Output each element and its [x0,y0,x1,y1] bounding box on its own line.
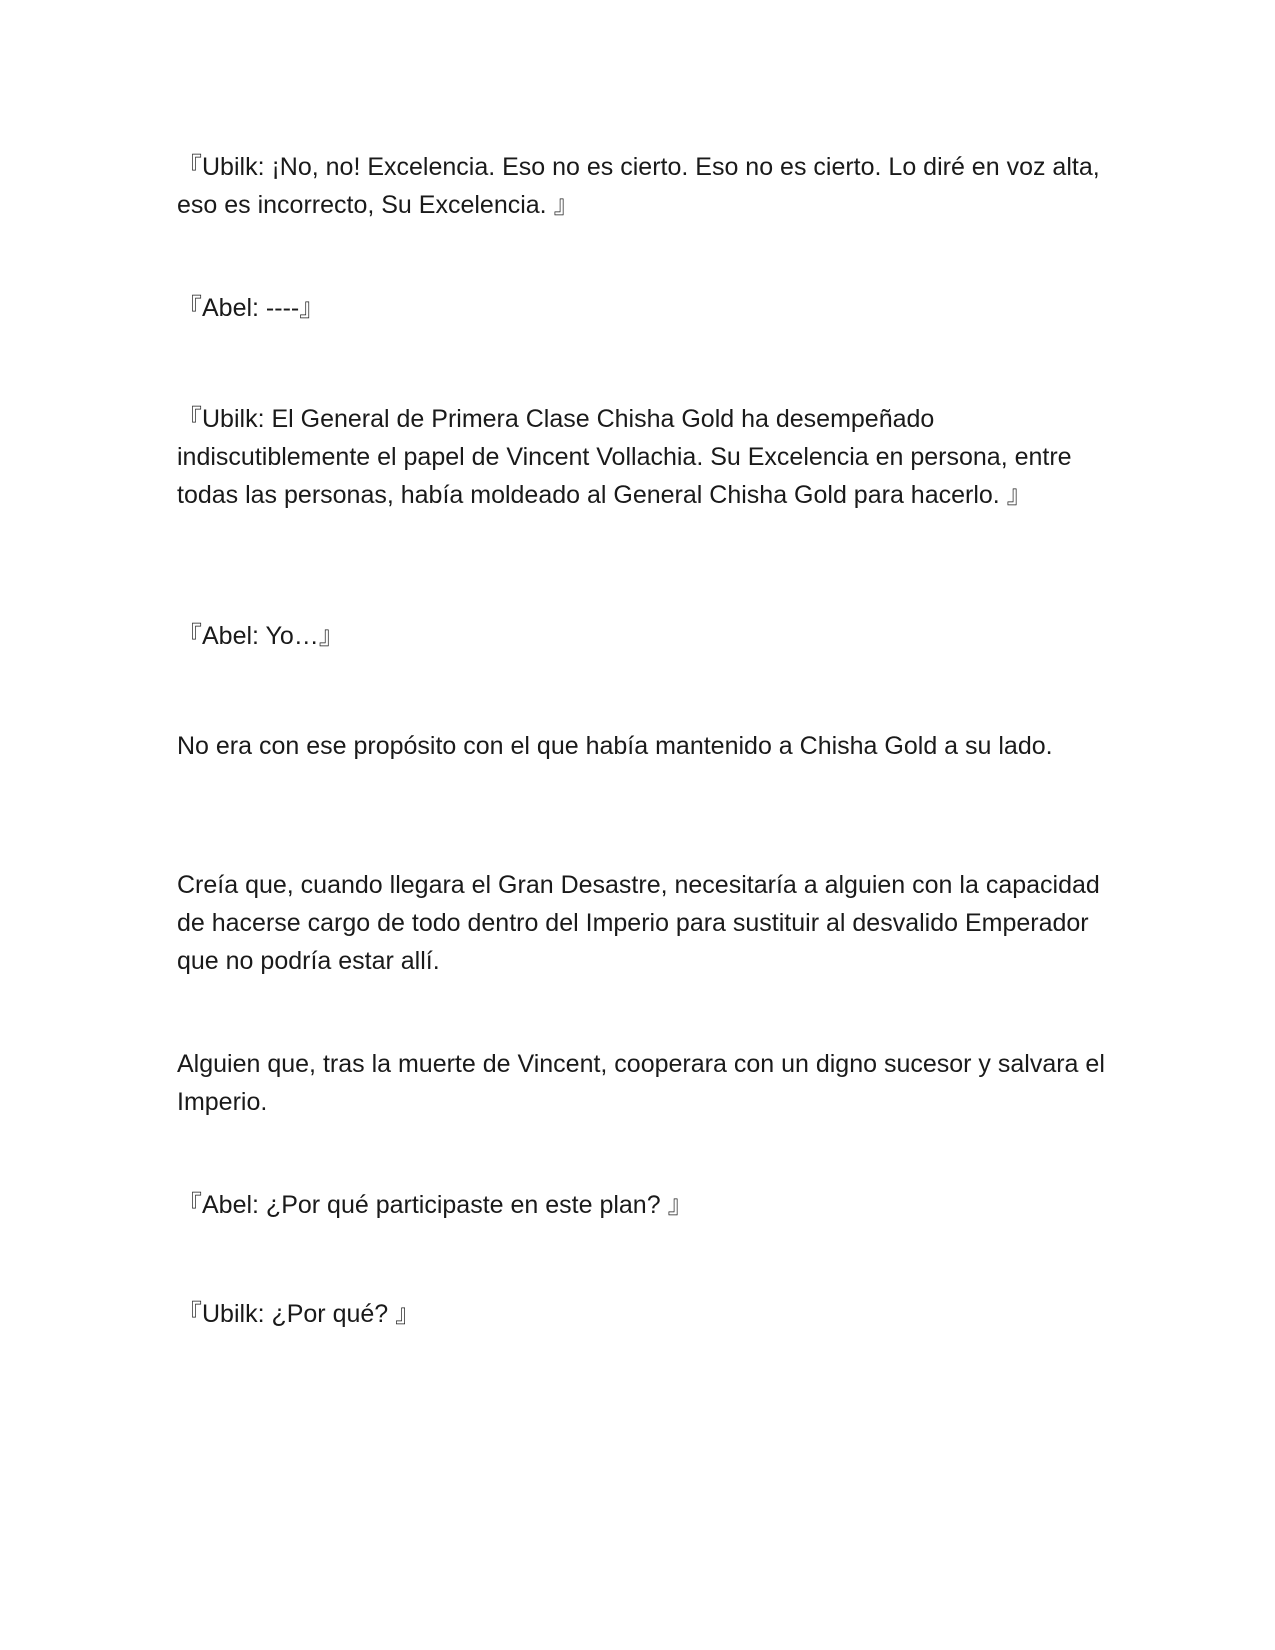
dialogue-abel-3: 『Abel: ¿Por qué participaste en este plan? 』 [177,1191,693,1219]
dialogue-abel-2: 『Abel: Yo…』 [177,622,344,650]
dialogue-ubilk-2: 『Ubilk: El General de Primera Clase Chisha Gold ha desempeñado indiscutiblemente el papel de Vincent Vollachia. Su Excelencia en persona, entre todas las personas, había moldeado al General Chisha Gold para hacerlo. 』 [177,405,1072,509]
dialogue-abel-1: 『Abel: ----』 [177,294,325,322]
narration-paragraph-1: No era con ese propósito con el que había mantenido a Chisha Gold a su lado. [177,732,1053,760]
dialogue-ubilk-1: 『Ubilk: ¡No, no! Excelencia. Eso no es cierto. Eso no es cierto. Lo diré en voz alta, eso es incorrecto, Su Excelencia. 』 [177,153,1100,219]
narration-paragraph-2: Creía que, cuando llegara el Gran Desastre, necesitaría a alguien con la capacidad de hacerse cargo de todo dentro del Imperio para sustituir al desvalido Emperador que no podría estar allí. [177,871,1100,975]
narration-paragraph-3: Alguien que, tras la muerte de Vincent, cooperara con un digno sucesor y salvara el Imperio. [177,1050,1105,1116]
dialogue-ubilk-3: 『Ubilk: ¿Por qué? 』 [177,1300,421,1328]
